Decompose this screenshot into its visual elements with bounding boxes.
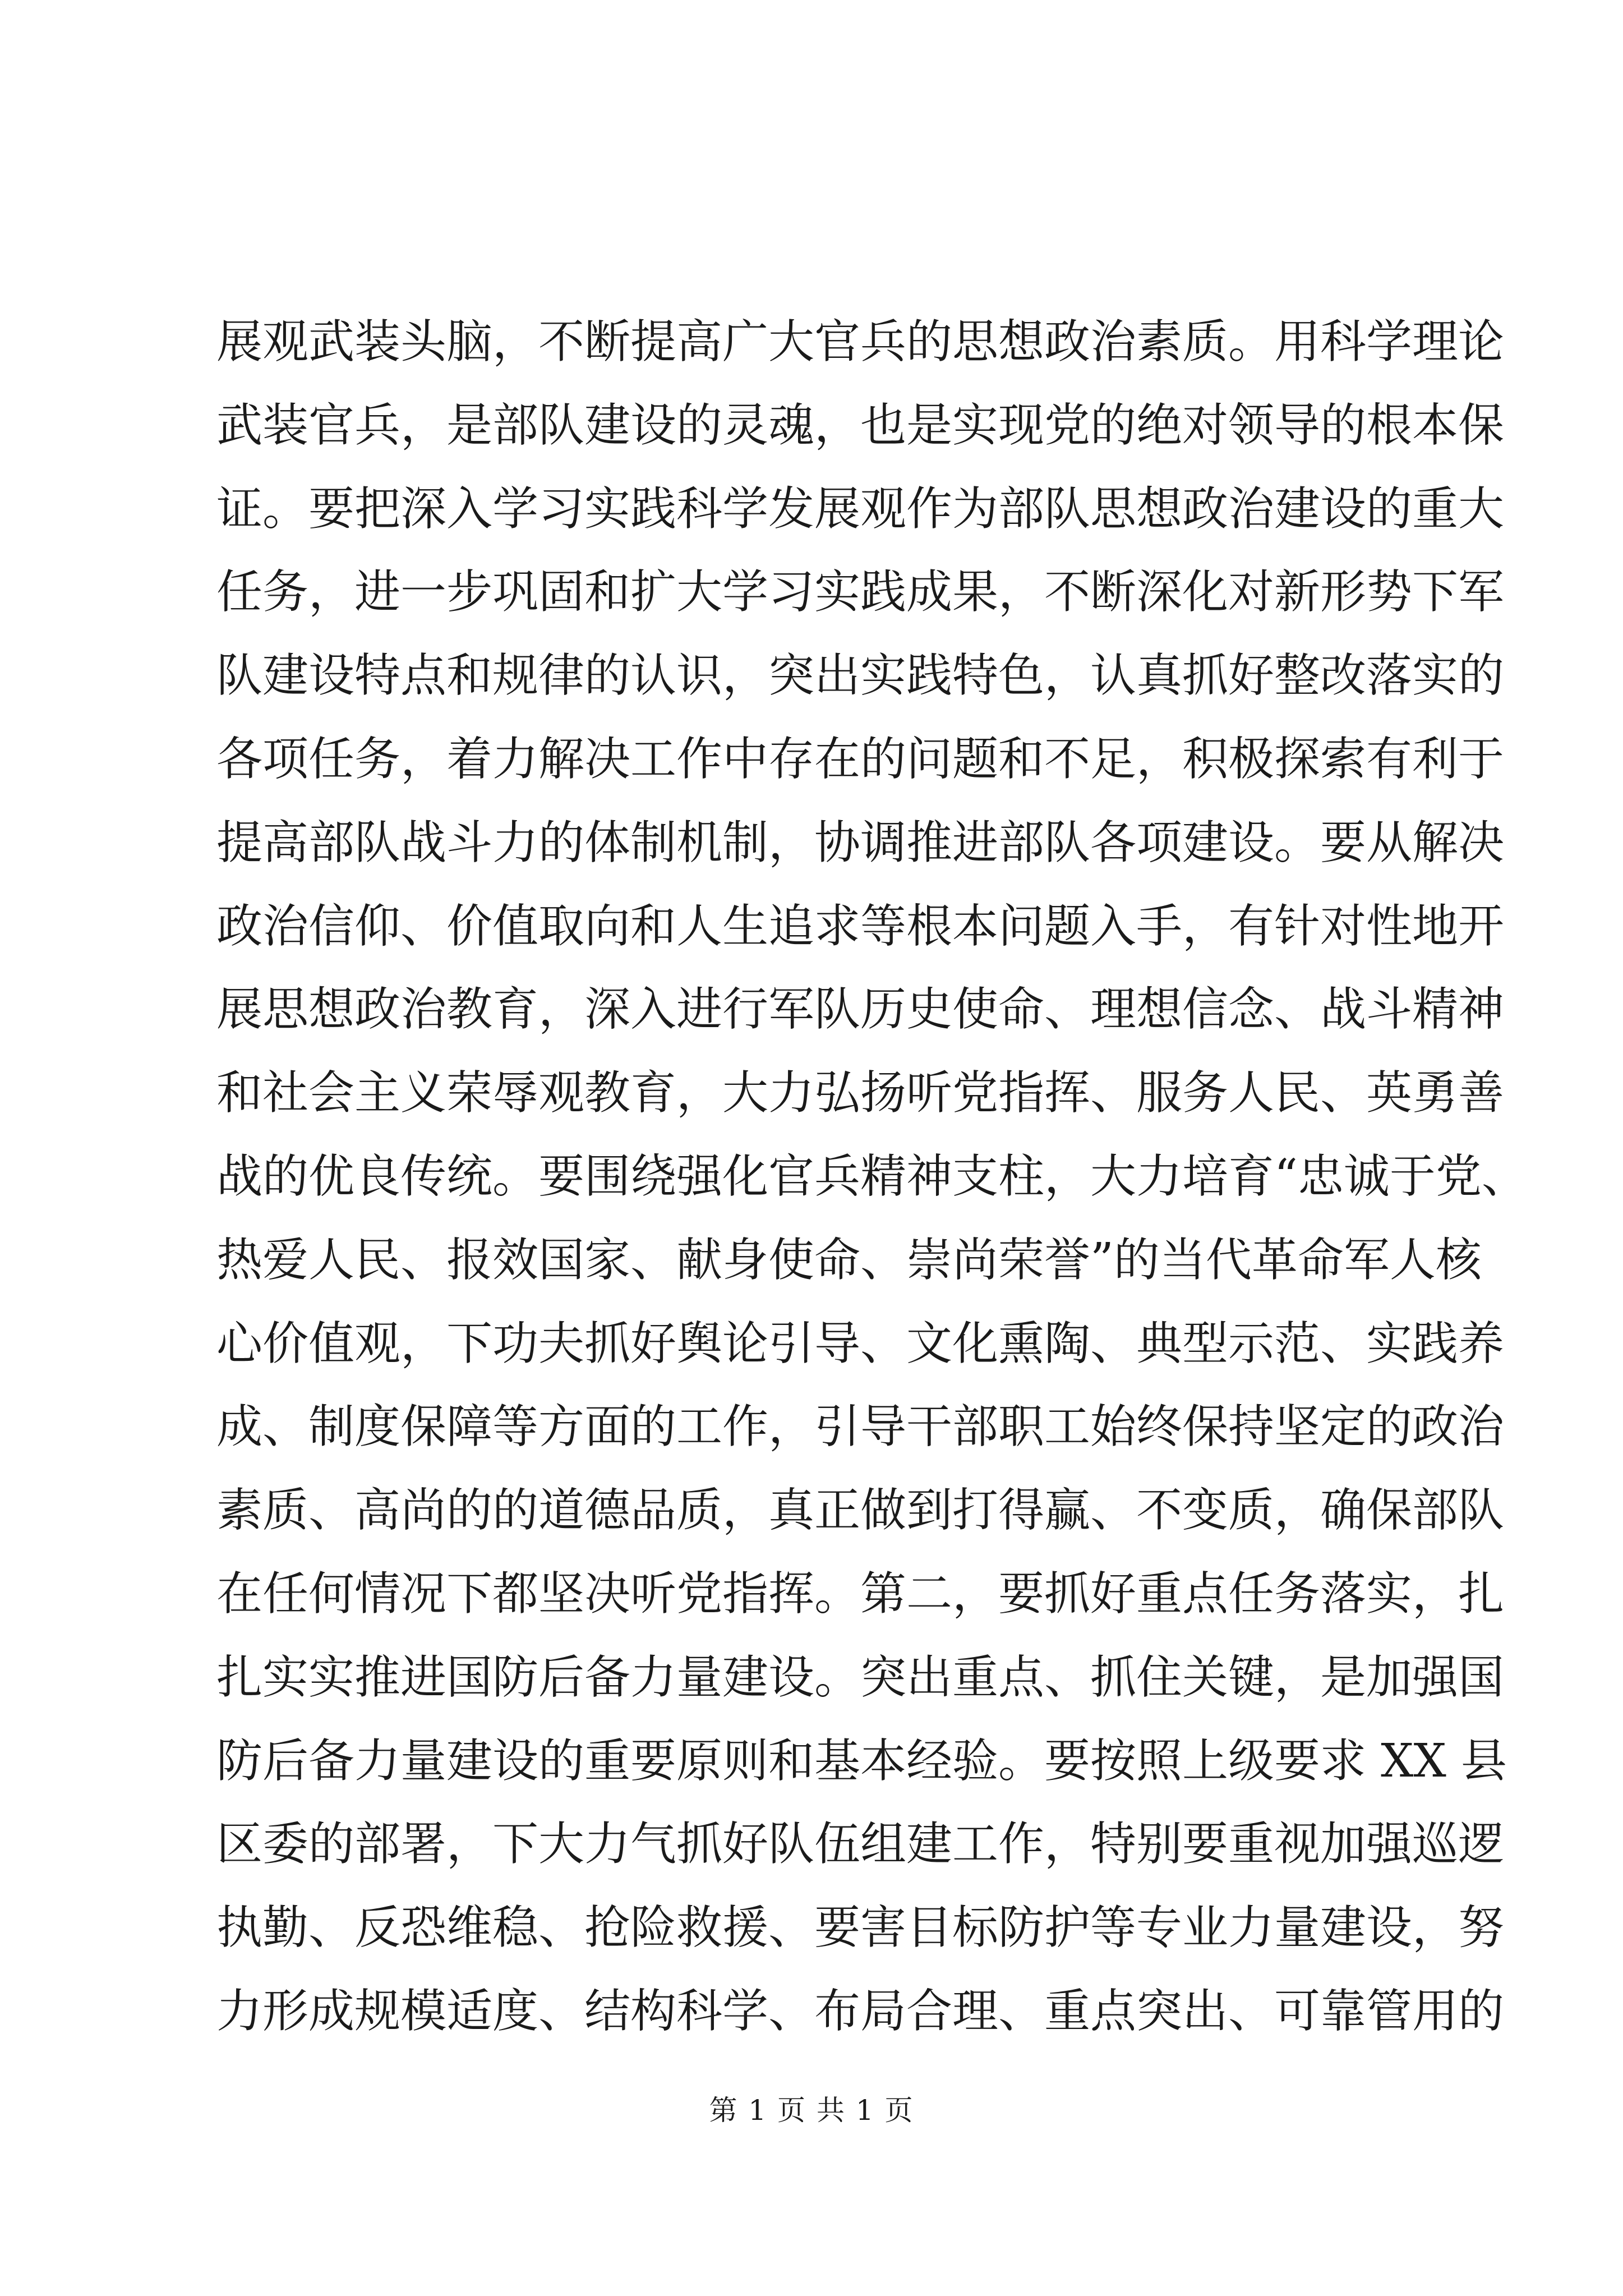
text-line: 在任何情况下都坚决听党指挥。第二，要抓好重点任务落实，扎	[216, 1567, 1505, 1621]
text-line: 心价值观，下功夫抓好舆论引导、文化熏陶、典型示范、实践养	[216, 1317, 1505, 1370]
text-line: 各项任务，着力解决工作中存在的问题和不足，积极探索有利于	[216, 732, 1505, 786]
text-line: 提高部队战斗力的体制机制，协调推进部队各项建设。要从解决	[216, 816, 1505, 869]
text-line: 任务，进一步巩固和扩大学习实践成果，不断深化对新形势下军	[216, 565, 1505, 619]
text-line: 战的优良传统。要围绕强化官兵精神支柱，大力培育“忠诚于党、	[216, 1149, 1528, 1203]
text-line: 扎实实推进国防后备力量建设。突出重点、抓住关键，是加强国	[216, 1650, 1505, 1704]
text-line: 政治信仰、价值取向和人生追求等根本问题入手，有针对性地开	[216, 899, 1505, 953]
text-line: 防后备力量建设的重要原则和基本经验。要按照上级要求 XX 县	[216, 1734, 1507, 1788]
text-line: 热爱人民、报效国家、献身使命、崇尚荣誉”的当代革命军人核	[216, 1233, 1482, 1287]
text-line: 素质、高尚的的道德品质，真正做到打得赢、不变质，确保部队	[216, 1484, 1505, 1538]
text-line: 执勤、反恐维稳、抢险救援、要害目标防护等专业力量建设，努	[216, 1901, 1505, 1955]
text-line: 区委的部署，下大力气抓好队伍组建工作，特别要重视加强巡逻	[216, 1818, 1505, 1871]
text-line: 队建设特点和规律的认识，突出实践特色，认真抓好整改落实的	[216, 649, 1505, 703]
text-line: 武装官兵，是部队建设的灵魂，也是实现党的绝对领导的根本保	[216, 398, 1505, 452]
document-body	[216, 301, 1528, 2054]
text-line: 展思想政治教育，深入进行军队历史使命、理想信念、战斗精神	[216, 983, 1505, 1037]
text-line: 展观武装头脑，不断提高广大官兵的思想政治素质。用科学理论	[216, 315, 1505, 369]
text-line: 证。要把深入学习实践科学发展观作为部队思想政治建设的重大	[216, 482, 1505, 536]
text-line: 成、制度保障等方面的工作，引导干部职工始终保持坚定的政治	[216, 1400, 1505, 1454]
text-line: 力形成规模适度、结构科学、布局合理、重点突出、可靠管用的	[216, 1984, 1505, 2038]
page-number-footer: 第 1 页 共 1 页	[709, 2094, 914, 2127]
text-line: 和社会主义荣辱观教育，大力弘扬听党指挥、服务人民、英勇善	[216, 1066, 1505, 1120]
